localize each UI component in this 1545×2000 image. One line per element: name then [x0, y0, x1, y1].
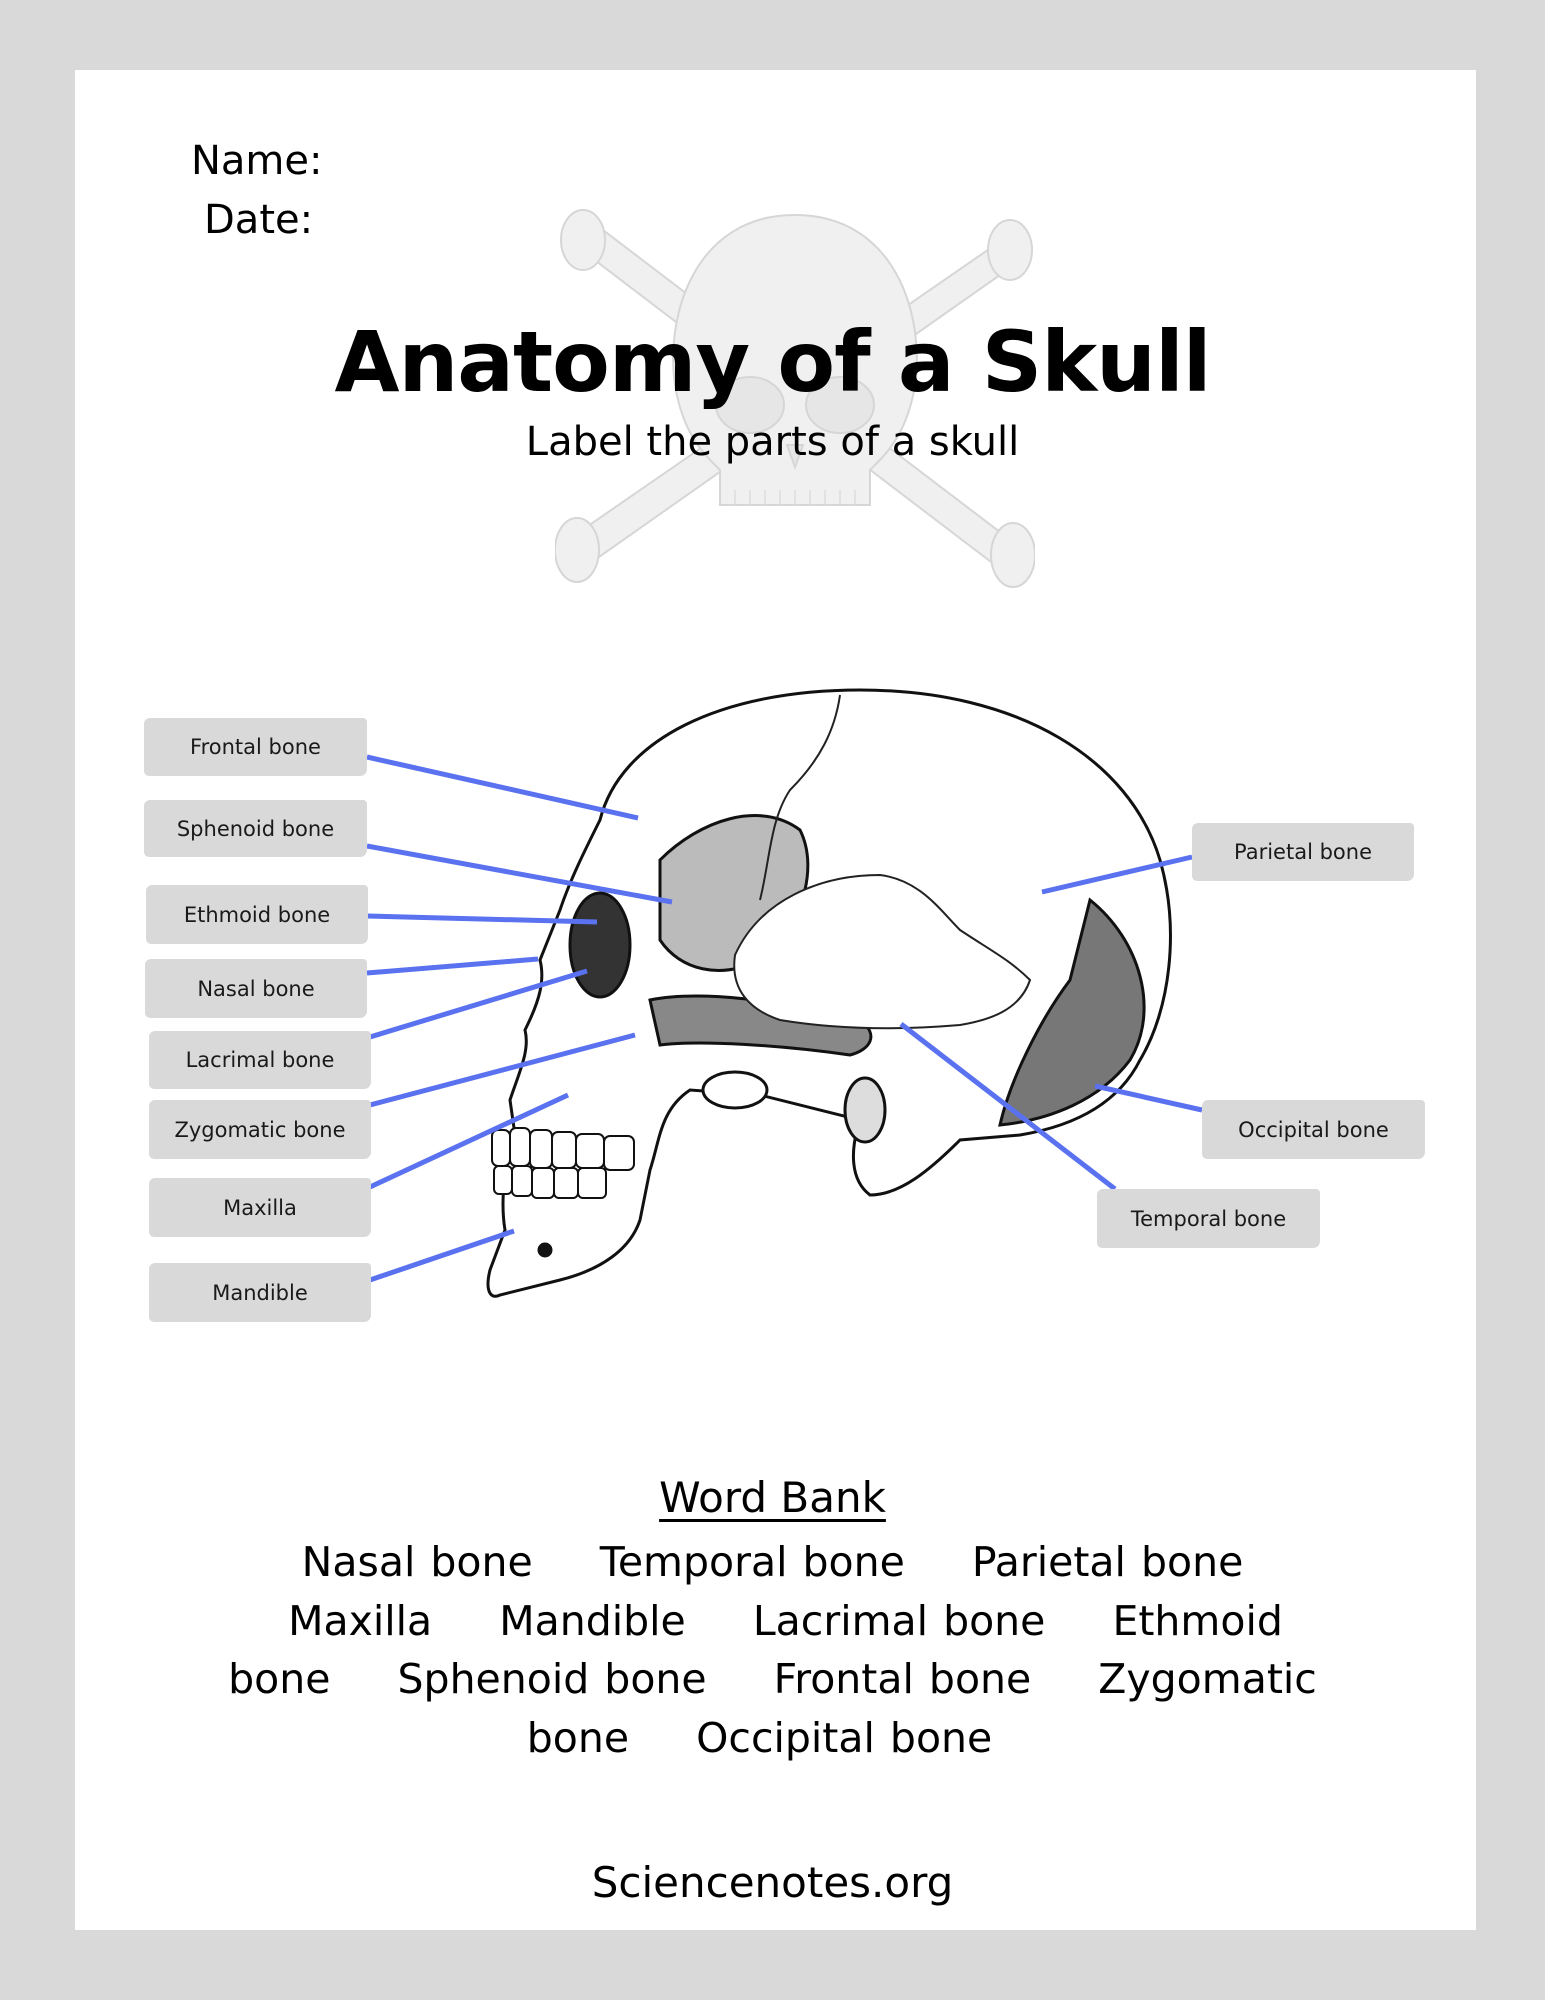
label-box-occipital: Occipital bone: [1202, 1100, 1425, 1159]
word-bank-heading: [0, 1470, 1545, 1526]
footer-site-credit: Sciencenotes.org: [591, 1858, 954, 1907]
name-field-label: Name:: [191, 138, 323, 184]
label-box-zygomatic: Zygomatic bone: [149, 1100, 371, 1159]
word-bank-list: [210, 1533, 1335, 1767]
label-box-mandible: Mandible: [149, 1263, 371, 1322]
word-bank-item: Temporal bone: [599, 1538, 905, 1586]
label-box-ethmoid: Ethmoid bone: [146, 885, 368, 944]
leader-line-frontal: [367, 757, 638, 818]
label-box-maxilla: Maxilla: [149, 1178, 371, 1237]
label-box-temporal: Temporal bone: [1097, 1189, 1320, 1248]
word-bank-item: Occipital bone: [696, 1713, 993, 1762]
word-bank-item: Zygomatic bone: [526, 1655, 1317, 1762]
date-field-label: Date:: [204, 197, 314, 243]
word-bank-item: Lacrimal bone: [752, 1596, 1046, 1645]
label-box-nasal: Nasal bone: [145, 959, 367, 1018]
label-box-frontal: Frontal bone: [144, 718, 367, 776]
word-bank-title: Word Bank: [659, 1473, 886, 1522]
word-bank-item: Frontal bone: [773, 1655, 1032, 1703]
word-bank-item: Nasal bone: [301, 1538, 533, 1586]
page-title: Anatomy of a Skull: [334, 313, 1211, 411]
leader-line-nasal: [367, 959, 538, 973]
word-bank-item: Maxilla: [288, 1596, 433, 1645]
label-box-parietal: Parietal bone: [1192, 823, 1414, 881]
word-bank-item: Ethmoid bone: [228, 1596, 1283, 1703]
word-bank-item: Mandible: [499, 1596, 686, 1645]
word-bank-item: Sphenoid bone: [397, 1655, 707, 1703]
label-box-sphenoid: Sphenoid bone: [144, 800, 367, 857]
word-bank-item: Parietal bone: [971, 1538, 1244, 1586]
skull-icon: [488, 690, 1170, 1296]
page-subtitle: Label the parts of a skull: [525, 419, 1020, 465]
label-box-lacrimal: Lacrimal bone: [149, 1031, 371, 1089]
